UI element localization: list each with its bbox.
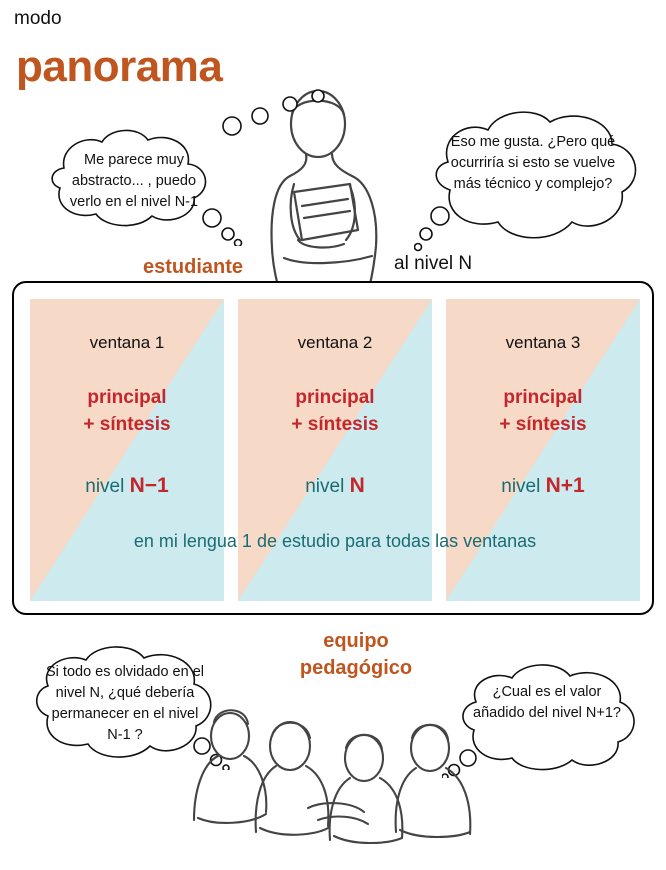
window-card-3[interactable] bbox=[446, 299, 640, 601]
window-2-main-line1: principal bbox=[295, 387, 375, 408]
window-3-level-value: N+1 bbox=[545, 474, 585, 497]
window-3-main-line2: + síntesis bbox=[499, 413, 587, 435]
window-1-level-value: N−1 bbox=[129, 474, 169, 497]
window-1-main-line1: principal bbox=[87, 387, 167, 408]
window-1-main-line2: + síntesis bbox=[83, 413, 171, 435]
thought-bubble-student-right-text: Eso me gusta. ¿Pero qué ocurriría si esto se vuelve más técnico y complejo? bbox=[450, 134, 616, 193]
pedagogical-team-figure-icon bbox=[168, 700, 498, 865]
window-card-1[interactable] bbox=[30, 299, 224, 601]
window-3-level-label: nivel bbox=[501, 476, 541, 497]
window-3-level bbox=[446, 474, 640, 498]
team-label-line2: pedagógico bbox=[299, 657, 413, 679]
windows-row bbox=[30, 299, 640, 601]
window-2-level bbox=[238, 474, 432, 498]
windows-panel bbox=[12, 281, 654, 615]
window-1-main bbox=[30, 385, 224, 438]
window-1-title: ventana 1 bbox=[89, 333, 165, 352]
thought-dots-icon bbox=[218, 88, 338, 136]
at-level-label: al nivel N bbox=[394, 253, 473, 274]
window-3-title: ventana 3 bbox=[505, 333, 581, 352]
window-3-main bbox=[446, 385, 640, 438]
window-3-main-line1: principal bbox=[503, 387, 583, 408]
window-1-level-label: nivel bbox=[85, 476, 125, 497]
thought-bubble-team-left-text: Si todo es olvidado en el nivel N, ¿qué debería permanecer en el nivel N-1 ? bbox=[46, 664, 204, 744]
thought-bubble-team-right-text: ¿Cual es el valor añadido del nivel N+1? bbox=[473, 684, 621, 722]
window-card-2[interactable] bbox=[238, 299, 432, 601]
window-2-level-value: N bbox=[349, 474, 365, 497]
window-2-title: ventana 2 bbox=[297, 333, 373, 352]
window-1-level bbox=[30, 474, 224, 498]
thought-bubble-student-left-text: Me parece muy abstracto... , puedo verlo en el nivel N-1 bbox=[69, 152, 199, 211]
panel-footer-note: en mi lengua 1 de estudio para todas las ventanas bbox=[133, 531, 537, 551]
thought-bubble-student-left bbox=[26, 122, 244, 246]
page-title: panorama bbox=[16, 42, 223, 91]
window-2-main bbox=[238, 385, 432, 438]
window-2-level-label: nivel bbox=[305, 476, 345, 497]
student-label: estudiante bbox=[143, 256, 244, 278]
window-2-main-line2: + síntesis bbox=[291, 413, 379, 435]
thought-bubble-student-right bbox=[414, 104, 652, 254]
team-label-line1: equipo bbox=[323, 630, 389, 652]
mode-kicker: modo bbox=[14, 8, 62, 29]
team-label bbox=[296, 628, 416, 682]
